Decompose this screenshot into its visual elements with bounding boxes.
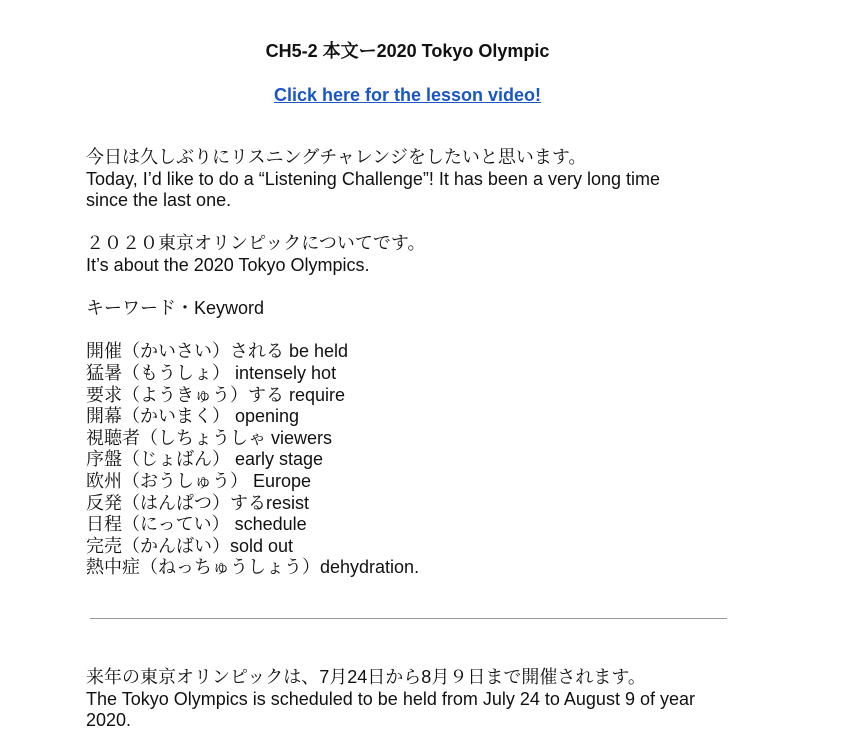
- intro-english-line-1: Today, I’d like to do a “Listening Challenge”! It has been a very long time: [86, 168, 660, 189]
- lesson-video-link-wrapper: [0, 84, 815, 106]
- keyword-item: 序盤（じょばん） early stage: [86, 449, 324, 470]
- keyword-list: [86, 341, 746, 579]
- keyword-item: 熱中症（ねっちゅうしょう）dehydration.: [86, 557, 420, 578]
- lesson-video-link[interactable]: Click here for the lesson video!: [273, 85, 542, 105]
- keyword-item: 欧州（おうしゅう） Europe: [86, 470, 312, 491]
- page-title: CH5-2 本文ー2020 Tokyo Olympic: [265, 41, 550, 61]
- lesson-body: [86, 667, 746, 732]
- lesson-content: [86, 147, 746, 579]
- keyword-item: 開幕（かいまく） opening: [86, 406, 300, 427]
- keyword-item: 完売（かんばい）sold out: [86, 535, 294, 556]
- intro-japanese: 今日は久しぶりにリスニングチャレンジをしたいと思います。: [86, 147, 587, 167]
- intro-english-line-2: since the last one.: [86, 190, 232, 211]
- body-english-line-1: The Tokyo Olympics is scheduled to be held from July 24 to August 9 of year: [86, 688, 695, 709]
- keyword-item: 猛暑（もうしょ） intensely hot: [86, 362, 337, 383]
- spacer: [86, 277, 746, 299]
- topic-english: It’s about the 2020 Tokyo Olympics.: [86, 254, 370, 275]
- body-japanese: 来年の東京オリンピックは、7月24日から8月９日まで開催されます。: [86, 667, 646, 687]
- keyword-item: 視聴者（しちょうしゃ viewers: [86, 427, 333, 448]
- keyword-heading: キーワード・Keyword: [86, 298, 265, 319]
- horizontal-divider: [90, 618, 727, 619]
- spacer: [86, 320, 746, 342]
- keyword-item: 反発（はんぱつ）するresist: [86, 492, 310, 513]
- keyword-item: 日程（にってい） schedule: [86, 514, 307, 535]
- topic-japanese: ２０２０東京オリンピックについてです。: [86, 233, 426, 254]
- keyword-item: 要求（ようきゅう）する require: [86, 384, 346, 405]
- keyword-item: 開催（かいさい）される be held: [86, 341, 349, 362]
- body-english-line-2: 2020.: [86, 710, 132, 731]
- spacer: [86, 212, 746, 234]
